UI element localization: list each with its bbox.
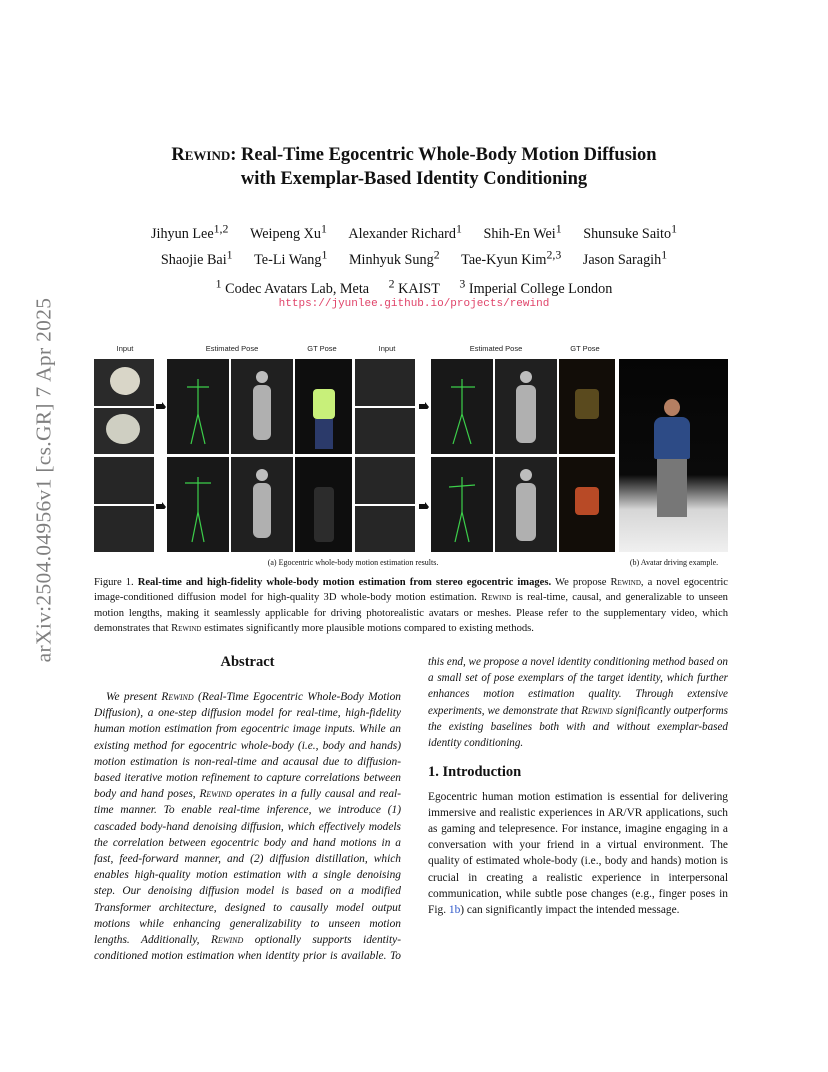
egocentric-input-image xyxy=(94,359,154,406)
egocentric-input-image xyxy=(355,506,415,552)
intro-text: Egocentric human motion estimation is essential for delivering immersive and realistic experiences in AR/VR applications, such as gaming and telepresence. For instance, imagine engaging in a conversation with your friend in a virtual environment. The quality of estimated whole-body (i.e., body and hands) motion is crucial in creating a realistic experience in interpersonal communication, while subtle pose changes (e.g., finger poses in Fig. 1b) can significantly impact the intended message. xyxy=(428,790,728,917)
estimated-mesh-image xyxy=(495,359,557,454)
author-list xyxy=(100,218,728,271)
caption-bold: Real-time and high-fidelity whole-body motion estimation from stereo egocentric images. xyxy=(137,577,552,588)
affiliation: $^2$ KAIST xyxy=(388,276,440,297)
abstract-heading: Abstract xyxy=(220,654,275,670)
egocentric-input-image xyxy=(94,506,154,552)
estimated-skeleton-image xyxy=(431,457,493,552)
header-input: Input xyxy=(116,344,134,353)
egocentric-input-image xyxy=(355,457,415,504)
author: Jason Saragih$^1$ xyxy=(582,247,668,269)
header-gt-pose: GT Pose xyxy=(570,344,600,353)
abstract-text: We present Rewind (Real-Time Egocentric Whole-Body Motion Diffusion), a one-step diffusion model for real-time, high-fidelity human motion estimation from egocentric image inputs. While an existing method for egocentric whole-body (i.e., body and hands) motion estimation is non-real-time and acausal due to diffusion-based iterative motion refinement to capture correlations between body and hand poses, Rewind operates in a fully causal and real-time manner. To enable real-time inference, we introduce (1) cascaded body-hand denoising diffusion, which effectively models the correlation between egocentric body and hand motions in a fast, feed-forward manner, and (2) diffusion distillation, which enables high-quality motion estimation with a single denoising step. Our denoising diffusion model is based on a modified Transformer architecture, designed to causally model output motions while enhancing generalizability to unseen motion lengths. Additionally, Rewind optionally supports identity-conditioned motion estimation when identity prior is available. To xyxy=(94,691,401,963)
affiliations xyxy=(100,276,728,298)
gt-pose-photo xyxy=(559,359,615,454)
egocentric-input-image xyxy=(94,408,154,454)
author: Shunsuke Saito$^1$ xyxy=(583,221,678,242)
author: Shaojie Bai$^1$ xyxy=(160,247,233,269)
author: Tae-Kyun Kim$^{2,3}$ xyxy=(461,247,562,269)
author-row-2 xyxy=(100,245,728,272)
subcaption-b: (b) Avatar driving example. xyxy=(629,558,719,567)
author-row-1 xyxy=(100,218,728,245)
figure-1b-link[interactable]: 1b xyxy=(448,904,461,917)
avatar-render-image xyxy=(619,359,728,552)
author: Shih-En Wei$^1$ xyxy=(483,221,562,242)
subcaption-a: (a) Egocentric whole-body motion estimation results. xyxy=(267,558,439,567)
egocentric-input-image xyxy=(355,408,415,454)
header-gt-pose: GT Pose xyxy=(307,344,337,353)
arrow-icon xyxy=(156,399,166,409)
gt-pose-photo xyxy=(295,359,352,454)
title-method-name: Rewind xyxy=(171,145,231,165)
right-column xyxy=(428,654,728,918)
estimated-skeleton-image xyxy=(431,359,493,454)
author: Te-Li Wang$^1$ xyxy=(254,247,328,269)
arrow-icon xyxy=(419,399,429,409)
figure-label: Figure 1. xyxy=(94,577,134,588)
estimated-mesh-image xyxy=(231,457,293,552)
header-input: Input xyxy=(378,344,396,353)
paper-title xyxy=(120,143,708,191)
author: Minhyuk Sung$^2$ xyxy=(348,247,440,269)
header-estimated-pose: Estimated Pose xyxy=(469,344,523,353)
arrow-icon xyxy=(156,499,166,509)
arrow-icon xyxy=(419,499,429,509)
teaser-figure xyxy=(94,344,728,567)
project-url-link[interactable]: https://jyunlee.github.io/projects/rewind xyxy=(278,298,550,310)
egocentric-input-image xyxy=(355,359,415,406)
gt-pose-photo xyxy=(295,457,352,552)
estimated-mesh-image xyxy=(495,457,557,552)
gt-pose-photo xyxy=(559,457,615,552)
arxiv-id: arXiv:2504.04956v1 [cs.GR] 7 Apr 2025 xyxy=(31,297,56,663)
arxiv-side-stamp xyxy=(24,290,64,670)
affiliation: $^3$ Imperial College London xyxy=(459,276,613,297)
left-column xyxy=(94,654,401,964)
estimated-skeleton-image xyxy=(167,359,229,454)
author: Weipeng Xu$^1$ xyxy=(249,221,327,242)
title-line1: : Real-Time Egocentric Whole-Body Motion Diffusion xyxy=(230,145,657,165)
estimated-skeleton-image xyxy=(167,457,229,552)
figure-caption: Figure 1. Real-time and high-fidelity whole-body motion estimation from stereo egocentric images. We propose Rewind, a novel egocentric image-conditioned diffusion model for high-quality 3D whole-body motion estimation. Rewind is real-time, causal, and generalizable to unseen motion lengths, making it seamlessly applicable for driving photorealistic avatars or meshes. Please refer to the supplementary video, which demonstrates that Rewind estimates significantly more plausible motions compared to existing methods. xyxy=(94,577,728,635)
author: Alexander Richard$^1$ xyxy=(348,221,462,242)
title-line2: with Exemplar-Based Identity Conditioning xyxy=(240,169,588,189)
intro-heading: 1. Introduction xyxy=(428,763,522,780)
affiliation: $^1$ Codec Avatars Lab, Meta xyxy=(215,276,370,297)
abstract-text-continued: this end, we propose a novel identity conditioning method based on a small set of pose exemplars of the target identity, which further enhances motion estimation quality. Through extensive experiments, we demonstrate that Rewind significantly outperforms the existing baselines both with and without exemplar-based identity conditioning. xyxy=(428,656,728,750)
header-estimated-pose: Estimated Pose xyxy=(205,344,259,353)
estimated-mesh-image xyxy=(231,359,293,454)
author: Jihyun Lee$^{1,2}$ xyxy=(150,221,229,242)
egocentric-input-image xyxy=(94,457,154,504)
